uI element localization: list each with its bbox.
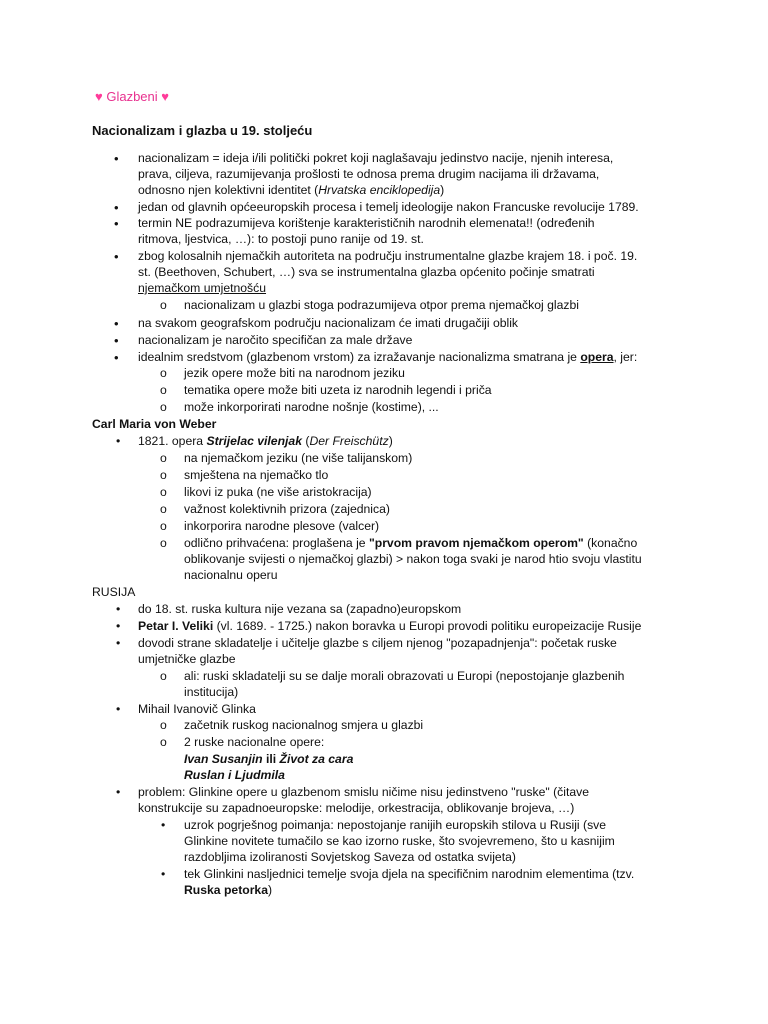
- list-item-text: jedan od glavnih općeeuropskih procesa i temelj ideologije nakon Francuske revolucije 1789.: [138, 200, 639, 214]
- sub-bullet-icon: o: [160, 718, 167, 732]
- list-item-text: Mihail Ivanovič Glinka: [138, 702, 256, 716]
- sub-bullet-icon: •: [161, 818, 166, 832]
- opera-title: Ruslan i Ljudmila: [184, 768, 285, 782]
- sub-item-text: nacionalizam u glazbi stoga podrazumijeva otpor prema njemačkoj glazbi: [184, 298, 579, 312]
- sub-bullet-icon: o: [160, 366, 167, 380]
- sub-item-text: inkorporira narodne plesove (valcer): [184, 519, 380, 533]
- sub-item-text: odlično prihvaćena: proglašena je "prvom pravom njemačkom operom" (konačno: [184, 536, 638, 550]
- sub-bullet-icon: o: [160, 451, 167, 465]
- source-citation: Hrvatska enciklopedija: [318, 183, 441, 197]
- list-item-text: 1821. opera Strijelac vilenjak (Der Freischütz): [138, 434, 393, 448]
- bullet-icon: •: [116, 785, 121, 799]
- sub-bullet-icon: o: [160, 400, 167, 414]
- sub-item-text: razdobljima izoliranosti Sovjetskog Saveza od ostatka svijeta): [184, 850, 516, 864]
- sub-bullet-icon: o: [160, 519, 167, 533]
- sub-bullet-icon: o: [160, 468, 167, 482]
- list-item-text: zbog kolosalnih njemačkih autoriteta na području instrumentalne glazbe krajem 18. i poč. 19.: [138, 249, 638, 263]
- heart-icon: ♥: [161, 89, 169, 104]
- heart-icon: ♥: [95, 89, 103, 104]
- section-heading: Carl Maria von Weber: [92, 417, 217, 431]
- sub-item-text: 2 ruske nacionalne opere:: [184, 735, 325, 749]
- list-item-text: na svakom geografskom području nacionalizam će imati drugačiji oblik: [138, 316, 519, 330]
- sub-bullet-icon: o: [160, 669, 167, 683]
- sub-item-text: jezik opere može biti na narodnom jeziku: [184, 366, 405, 380]
- list-item-text: do 18. st. ruska kultura nije vezana sa (zapadno)europskom: [138, 602, 462, 616]
- sub-item-text: smještena na njemačko tlo: [184, 468, 329, 482]
- sub-item-text: važnost kolektivnih prizora (zajednica): [184, 502, 390, 516]
- list-item-text: odnosno njen kolektivni identitet (Hrvatska enciklopedija): [138, 183, 445, 197]
- sub-bullet-icon: o: [160, 485, 167, 499]
- bullet-icon: •: [114, 151, 119, 166]
- sub-bullet-icon: o: [160, 383, 167, 397]
- list-item-text: konstrukcije su zapadnoeuropske: melodije, orkestracija, oblikovanje brojeva, …): [138, 801, 575, 815]
- sub-item-text: Glinkine novitete tumačilo se kao izorno ruske, što svojevremeno, što u kasnijim: [184, 834, 615, 848]
- list-item-text: ritmova, ljestvica, …): to postoji puno ranije od 19. st.: [138, 232, 424, 246]
- sub-item-text: može inkorporirati narodne nošnje (kostime), ...: [184, 400, 439, 414]
- list-item-text: umjetničke glazbe: [138, 652, 236, 666]
- bullet-icon: •: [116, 636, 121, 650]
- list-item-text: njemačkom umjetnošću: [138, 281, 267, 295]
- bullet-icon: •: [114, 249, 119, 264]
- sub-bullet-icon: •: [161, 867, 166, 881]
- sub-item-text: tematika opere može biti uzeta iz narodnih legendi i priča: [184, 383, 492, 397]
- sub-item-text: ali: ruski skladatelji su se dalje morali obrazovati u Europi (nepostojanje glazbenih: [184, 669, 625, 683]
- list-item-text: st. (Beethoven, Schubert, …) sva se instrumentalna glazba općenito počinje smatrati: [138, 265, 595, 279]
- bullet-icon: •: [114, 316, 119, 331]
- list-item-text: termin NE podrazumijeva korištenje karakterističnih narodnih elemenata!! (određenih: [138, 216, 595, 230]
- bullet-icon: •: [116, 434, 121, 448]
- list-item-text: dovodi strane skladatelje i učitelje glazbe s ciljem njenog "pozapadnjenja": početak ruske: [138, 636, 617, 650]
- list-item-text: problem: Glinkine opere u glazbenom smislu ničime nisu jedinstveno "ruske" (čitave: [138, 785, 589, 799]
- sub-bullet-icon: o: [160, 298, 167, 312]
- sub-item-text: tek Glinkini nasljednici temelje svoja djela na specifičnim narodnim elementima (tzv.: [184, 867, 635, 881]
- sub-item-text: začetnik ruskog nacionalnog smjera u glazbi: [184, 718, 424, 732]
- list-item-text: prava, ciljeva, razumijevanja prošlosti te odnosa prema drugim nacijama ili državama,: [138, 167, 600, 181]
- header-line: [95, 88, 169, 105]
- opera-title: Ivan Susanjin ili Život za cara: [184, 752, 354, 766]
- bullet-icon: •: [114, 350, 119, 365]
- section-heading: RUSIJA: [92, 585, 136, 599]
- list-item-text: nacionalizam = ideja i/ili politički pokret koji naglašavaju jedinstvo nacije, njenih interesa,: [138, 151, 614, 165]
- bullet-icon: •: [114, 200, 119, 215]
- sub-bullet-icon: o: [160, 735, 167, 749]
- list-item-text: nacionalizam je naročito specifičan za male države: [138, 333, 413, 347]
- bullet-icon: •: [116, 602, 121, 616]
- bullet-icon: •: [116, 619, 121, 633]
- sub-bullet-icon: o: [160, 536, 167, 550]
- sub-item-text: uzrok pogrješnog poimanja: nepostojanje ranijih europskih stilova u Rusiji (sve: [184, 818, 607, 832]
- sub-item-text: institucija): [184, 685, 239, 699]
- sub-item-text: nacionalnu operu: [184, 568, 278, 582]
- sub-item-text: likovi iz puka (ne više aristokracija): [184, 485, 372, 499]
- header-title: Glazbeni: [106, 89, 158, 104]
- sub-item-text: na njemačkom jeziku (ne više talijanskom): [184, 451, 413, 465]
- sub-bullet-icon: o: [160, 502, 167, 516]
- page-title: Nacionalizam i glazba u 19. stoljeću: [92, 123, 313, 138]
- sub-item-text: Ruska petorka): [184, 883, 273, 897]
- list-item-text: Petar I. Veliki (vl. 1689. - 1725.) nakon boravka u Europi provodi politiku europeizacije Rusije: [138, 619, 642, 633]
- bullet-icon: •: [114, 216, 119, 231]
- sub-item-text: oblikovanje svijesti o njemačkoj glazbi) > nakon toga svaki je narod htio svoju vlastitu: [184, 552, 642, 566]
- bullet-icon: •: [116, 702, 121, 716]
- bullet-icon: •: [114, 333, 119, 348]
- list-item-text: idealnim sredstvom (glazbenom vrstom) za izražavanje nacionalizma smatrana je opera, jer:: [138, 350, 638, 364]
